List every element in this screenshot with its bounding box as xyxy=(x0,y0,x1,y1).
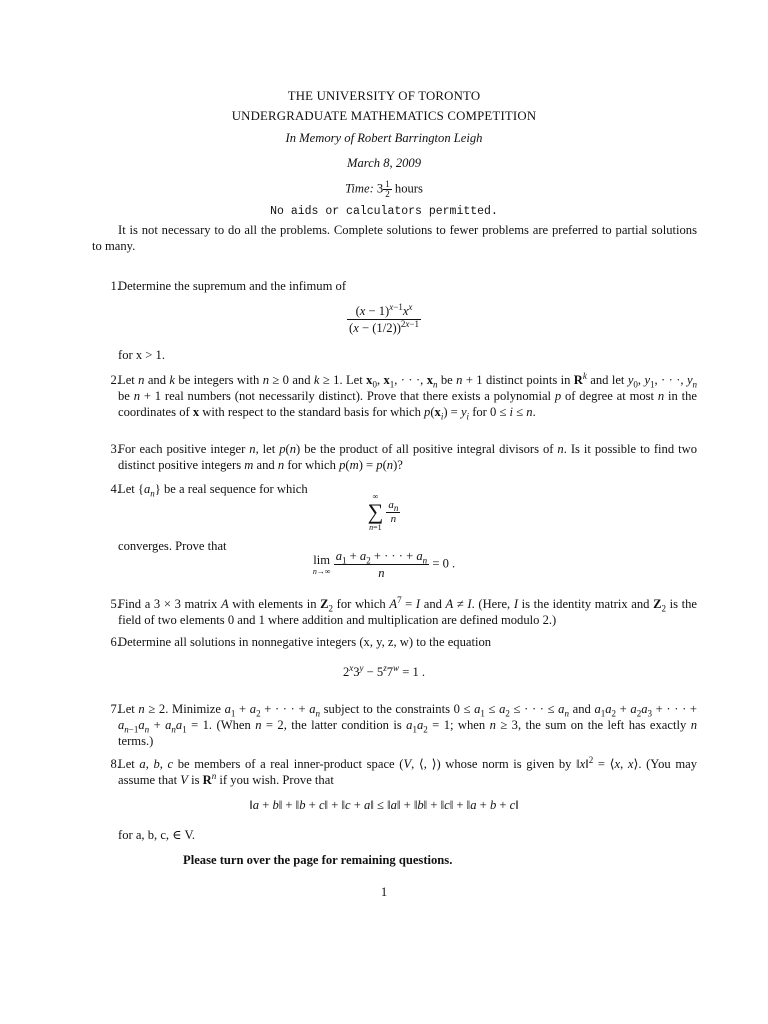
aids-note: No aids or calculators permitted. xyxy=(270,205,498,218)
exam-title xyxy=(0,86,768,126)
exam-time: Time: 3 $\frac{1}{2}$ hours xyxy=(345,179,423,199)
problem-text: Let a, b, c be members of a real inner-product space (V, ⟨, ⟩) whose norm is given by ‖x‖$^2$ = ⟨x, x⟩. (You may assume that V is $R^n$ if you wish. Prove that xyxy=(118,754,698,787)
problem-number: 4. xyxy=(110,482,120,496)
exam-date: March 8, 2009 xyxy=(346,156,422,170)
problem-2 xyxy=(92,372,697,420)
problem-text: Find a 3 × 3 matrix A with elements in $Z_2$ for which $A^7 = I$ and A ≠ I. (Here, I is the identity matrix and $Z_2$ is the field of two elements 0 and 1 where addition and multiplication are defined modulo 2.) xyxy=(118,594,697,627)
problem-8-inequality: ‖a + b‖ + ‖b + c‖ + ‖c + a‖ ≤ ‖a‖ + ‖b‖ + ‖c‖ + ‖a + b + c‖ xyxy=(249,798,519,812)
problem-number: 6. xyxy=(110,635,120,649)
problem-3 xyxy=(92,441,697,473)
problem-text: Let $\{a_n\}$ be a real sequence for which xyxy=(118,482,308,499)
university-name: THE UNIVERSITY OF TORONTO xyxy=(287,89,481,103)
problem-6 xyxy=(92,634,697,650)
problem-1-expression: $\frac{(x - 1)^{x-1}x^x}{(x - (1/2))^{2x-1}}$ xyxy=(349,301,419,335)
time-value: hours xyxy=(394,181,423,196)
problem-8 xyxy=(92,756,697,788)
memorial-line: In Memory of Robert Barrington Leigh xyxy=(285,131,483,145)
problem-number: 5. xyxy=(110,597,120,611)
problem-text: Determine the supremum and the infimum of xyxy=(118,279,347,293)
time-label: Time: xyxy=(345,181,374,196)
problem-6-equation: $2^x3^y - 5^z7^w = 1$ . xyxy=(342,662,426,679)
problem-4-converges: converges. Prove that xyxy=(118,539,227,553)
problem-text: Let n and k be integers with n ≥ 0 and k ≥ 1. Let $x_0$, $x_1$, · · ·, $x_n$ be n + 1 distinct points in $R^k$ and let $y_0$, $y_1$, · · ·, $y_n$ be n + 1 real numbers (not necessarily distinct). Prove that there exists a polynomial p of degree at most n in the coordinates of x with respect to the standard basis for which $p(x_i) = y_i$ for 0 ≤ i ≤ n. xyxy=(118,370,698,422)
problem-8-condition: for a, b, c, ∈ V. xyxy=(118,828,196,842)
turn-over-note: Please turn over the page for remaining questions. xyxy=(183,853,453,867)
problem-1 xyxy=(92,278,697,294)
problem-number: 3. xyxy=(110,442,120,456)
problem-text: For each positive integer n, let p(n) be the product of all positive integral divisors of n. Is it possible to find two distinct positive integers m and n for which p(m) = p(n)? xyxy=(118,442,698,472)
problem-5 xyxy=(92,596,697,628)
page-number: 1 xyxy=(380,885,388,899)
problem-number: 7. xyxy=(110,702,120,716)
problem-4-limit: lim n→∞ $\frac{a_1 + a_2 + \cdot \cdot \cdot + a_n}{n}$ = 0 . xyxy=(312,549,456,580)
problem-text: Let n ≥ 2. Minimize $a_1 + a_2$ + · · · + $a_n$ subject to the constraints $0 \le a_1 \le a_2$ ≤ · · · ≤ $a_n$ and $a_1a_2 + a_2a_3$ + · · · + $a_{n-1}a_n + a_na_1 = 1$. (When n = 2, the latter condition is $a_1a_2 = 1$; when n ≥ 3, the sum on the left has exactly n terms.) xyxy=(118,702,698,748)
problem-1-condition: for x > 1. xyxy=(118,348,165,362)
problem-text: Determine all solutions in nonnegative integers (x, y, z, w) to the equation xyxy=(118,635,492,649)
problem-4-series: ∞ ∑ n=1 $\frac{a_n}{n}$ xyxy=(367,492,399,532)
instructions: It is not necessary to do all the problems. Complete solutions to fewer problems are preferred to partial solutions to many. xyxy=(92,223,697,253)
problem-number: 1. xyxy=(110,279,120,293)
problem-7 xyxy=(92,701,697,749)
competition-name: UNDERGRADUATE MATHEMATICS COMPETITION xyxy=(231,109,537,123)
problem-number: 8. xyxy=(110,757,120,771)
problem-number: 2. xyxy=(110,373,120,387)
